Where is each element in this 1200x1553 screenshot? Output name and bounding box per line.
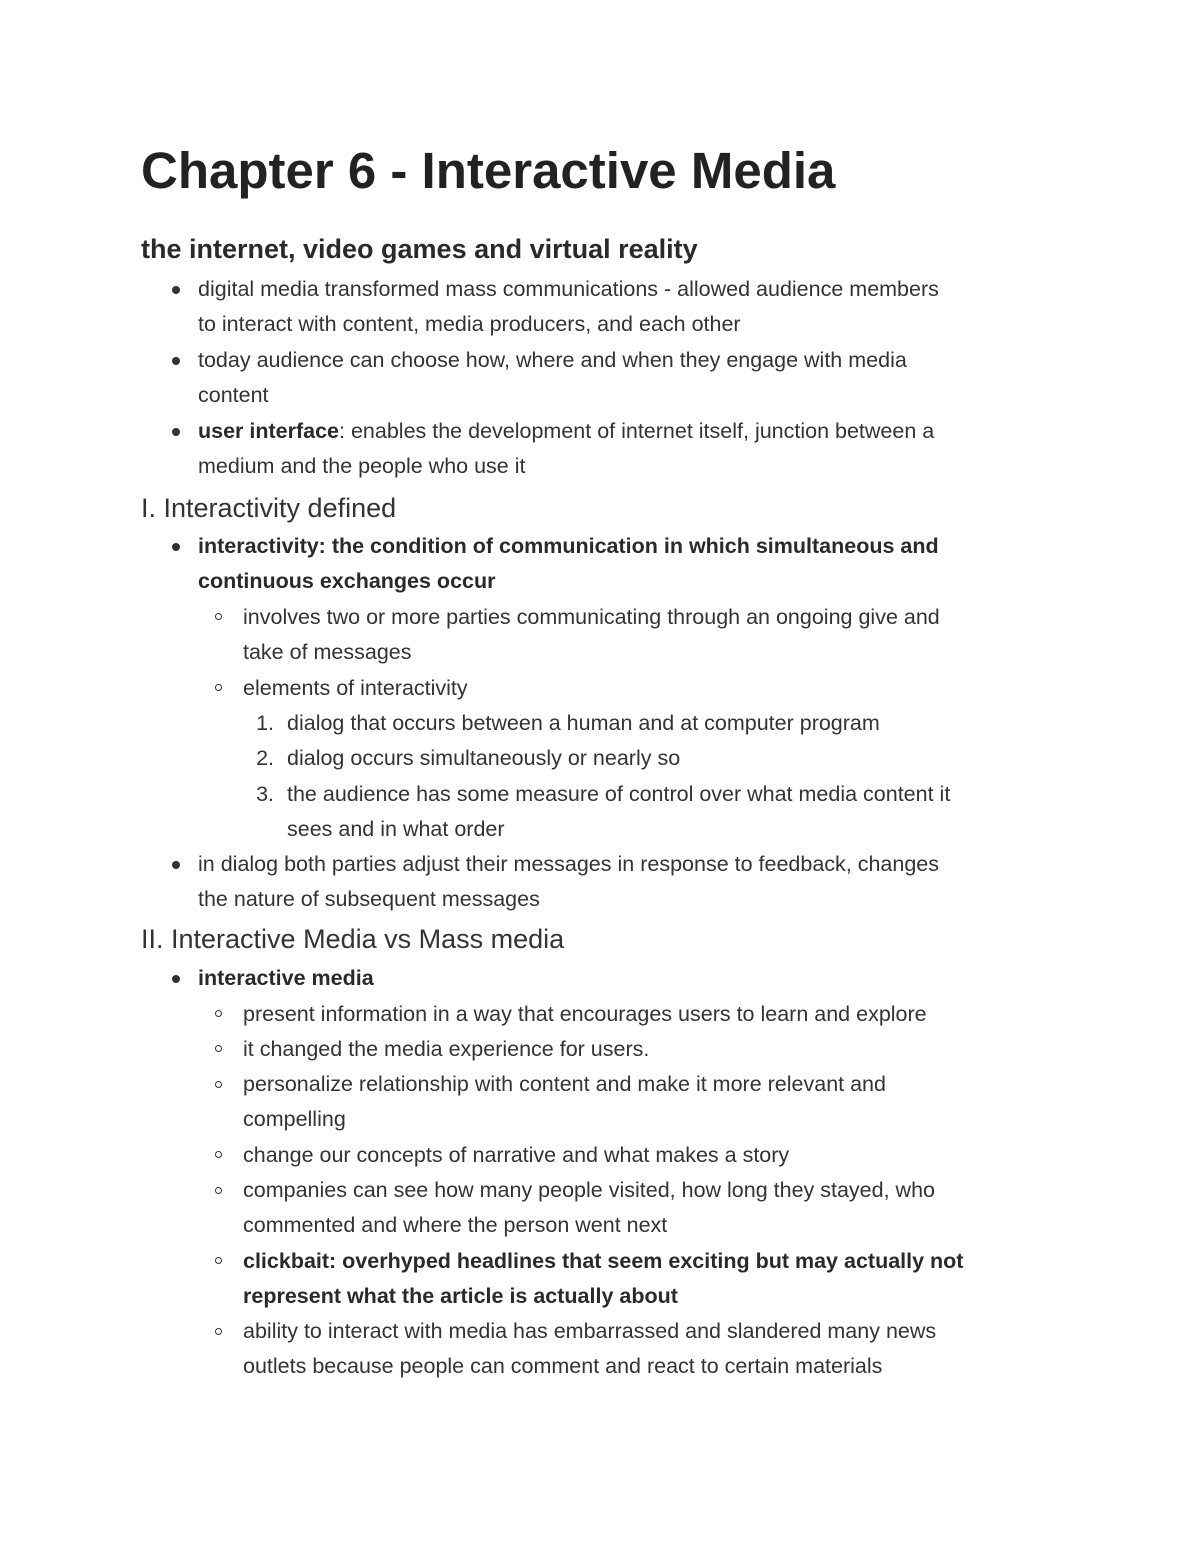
- clickbait-definition: [243, 1279, 678, 1314]
- section-heading-interactivity-defined: I. Interactivity defined: [141, 493, 397, 523]
- bullet-circle: [215, 684, 222, 691]
- list-item-line: content: [198, 383, 269, 407]
- list-item-line: [198, 961, 374, 996]
- term-interactive-media: interactive media: [198, 966, 374, 990]
- bullet-disc: [172, 543, 180, 551]
- list-item-line: in dialog both parties adjust their messages in response to feedback, changes: [198, 852, 940, 876]
- sub-item-line: ability to interact with media has embarrassed and slandered many news: [243, 1319, 937, 1343]
- list-item-line: [198, 414, 934, 449]
- term-user-interface: user interface: [198, 419, 340, 443]
- sub-item-line: elements of interactivity: [243, 676, 468, 700]
- list-item-line: medium and the people who use it: [198, 454, 526, 478]
- numbered-item: dialog that occurs between a human and at computer program: [287, 711, 880, 735]
- sub-item-line: involves two or more parties communicating through an ongoing give and: [243, 605, 940, 629]
- page-subtitle: the internet, video games and virtual reality: [141, 234, 698, 264]
- bullet-disc: [172, 975, 180, 983]
- list-item-line: the nature of subsequent messages: [198, 887, 540, 911]
- bullet-circle: [215, 1081, 222, 1088]
- bullet-disc: [172, 286, 180, 294]
- sub-item-line: take of messages: [243, 640, 412, 664]
- definition-bold: represent what the article is actually about: [243, 1284, 678, 1308]
- clickbait-definition: [243, 1244, 963, 1279]
- bullet-circle: [215, 613, 222, 620]
- sub-item-line: present information in a way that encourages users to learn and explore: [243, 1002, 927, 1026]
- list-item-line: to interact with content, media producers, and each other: [198, 312, 741, 336]
- bullet-circle: [215, 1257, 222, 1264]
- definition-line: [198, 529, 939, 564]
- bullet-disc: [172, 428, 180, 436]
- bullet-disc: [172, 357, 180, 365]
- definition-bold: clickbait: overhyped headlines that seem exciting but may actually not: [243, 1249, 964, 1273]
- list-number: 1.: [256, 711, 274, 735]
- sub-item-line: change our concepts of narrative and what makes a story: [243, 1143, 790, 1167]
- definition-bold: interactivity: the condition of communication in which simultaneous and: [198, 534, 939, 558]
- bullet-circle: [215, 1328, 222, 1335]
- sub-item-line: it changed the media experience for users.: [243, 1037, 650, 1061]
- bullet-circle: [215, 1151, 222, 1158]
- sub-item-line: commented and where the person went next: [243, 1213, 668, 1237]
- section-heading-interactive-vs-mass: II. Interactive Media vs Mass media: [141, 924, 565, 954]
- list-number: 3.: [256, 782, 274, 806]
- bullet-circle: [215, 1010, 222, 1017]
- list-item-line: digital media transformed mass communications - allowed audience members: [198, 277, 939, 301]
- page-title: Chapter 6 - Interactive Media: [141, 142, 836, 199]
- definition-line: [198, 564, 495, 599]
- sub-item-line: compelling: [243, 1107, 346, 1131]
- definition-text: : enables the development of internet itself, junction between a: [339, 419, 935, 443]
- bullet-circle: [215, 1045, 222, 1052]
- definition-bold: continuous exchanges occur: [198, 569, 496, 593]
- bullet-disc: [172, 861, 180, 869]
- sub-item-line: personalize relationship with content and make it more relevant and: [243, 1072, 886, 1096]
- numbered-item: sees and in what order: [287, 817, 505, 841]
- numbered-item: the audience has some measure of control over what media content it: [287, 782, 951, 806]
- numbered-item: dialog occurs simultaneously or nearly so: [287, 746, 681, 770]
- list-number: 2.: [256, 746, 274, 770]
- sub-item-line: companies can see how many people visited, how long they stayed, who: [243, 1178, 935, 1202]
- list-item-line: today audience can choose how, where and when they engage with media: [198, 348, 907, 372]
- sub-item-line: outlets because people can comment and react to certain materials: [243, 1354, 883, 1378]
- bullet-circle: [215, 1187, 222, 1194]
